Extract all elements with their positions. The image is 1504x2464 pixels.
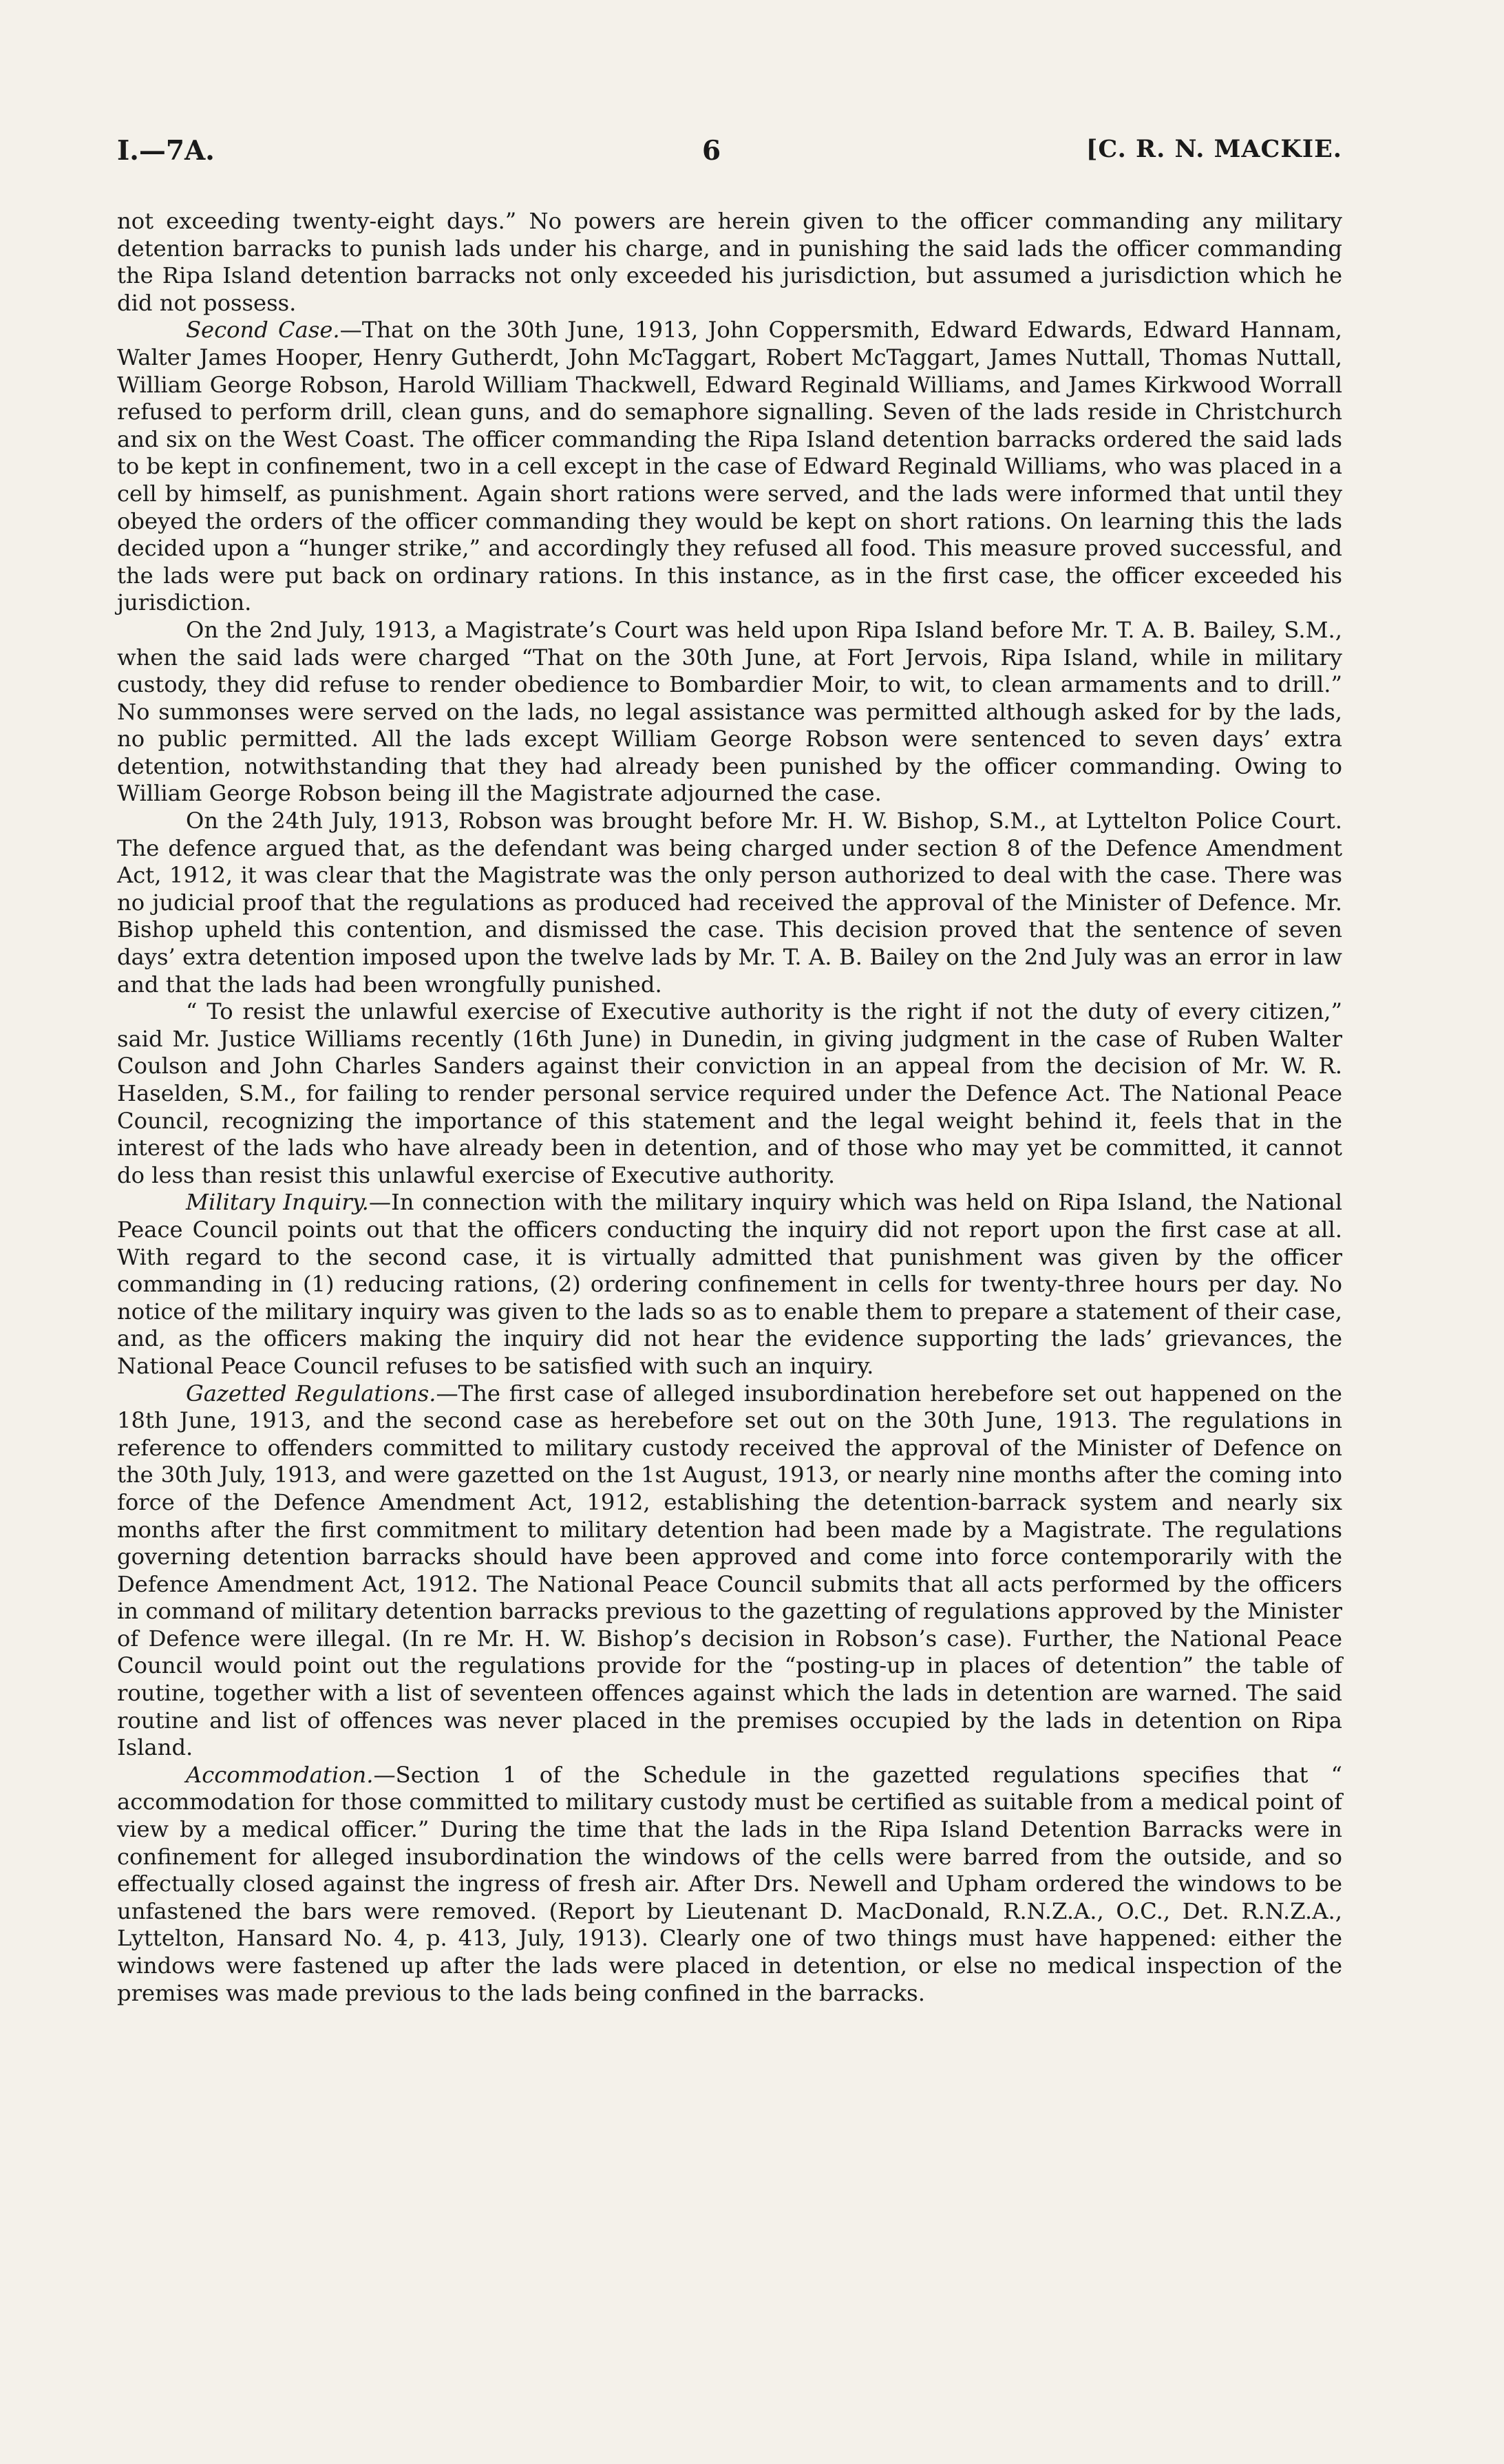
paragraph-text: —Section 1 of the Schedule in the gazetted regulations specifies that “ accommodation for those committed to military custody must be certified as suitable from a medical point of view by a medical officer.” During the time that the lads in the Ripa Island Detention Barracks were in confinement for alleged insubordination the windows of the cells were barred from the outside, and so effectually closed against the ingress of fresh air. After Drs. Newell and Upham ordered the windows to be unfastened the bars were removed. (Report by Lieutenant D. MacDonald, R.N.Z.A., O.C., Det. R.N.Z.A., Lyttelton, Hansard No. 4, p. 413, July, 1913). Clearly one of two things must have happened: either the windows were fastened up after the lads were placed in detention, or else no medical inspection of the premises was made previous to the lads being confined in the barracks.: [117, 1761, 1342, 2006]
page-header: [117, 135, 1342, 176]
document-body: [117, 208, 1342, 2007]
paragraph: [117, 998, 1342, 1189]
paragraph-heading: Second Case.: [186, 317, 340, 344]
paragraph-text: On the 24th July, 1913, Robson was brought before Mr. H. W. Bishop, S.M., at Lyttelton Police Court. The defence argued that, as the defendant was being charged under section 8 of the Defence Amendment Act, 1912, it was clear that the Magistrate was the only person authorized to deal with the case. There was no judicial proof that the regulations as produced had received the approval of the Minister of Defence. Mr. Bishop upheld this contention, and dismissed the case. This decision proved that the sentence of seven days’ extra detention imposed upon the twelve lads by Mr. T. A. B. Bailey on the 2nd July was an error in law and that the lads had been wrongfully punished.: [117, 808, 1342, 998]
paragraph: [117, 317, 1342, 617]
parliamentary-reference: I.—7A.: [117, 135, 215, 167]
section-reference: [C. R. N. MACKIE.: [1085, 135, 1342, 163]
paragraph: [117, 617, 1342, 808]
paragraph: [117, 808, 1342, 998]
paragraph-text: —In connection with the military inquiry which was held on Ripa Island, the National Peace Council points out that the officers conducting the inquiry did not report upon the first case at all. With regard to the second case, it is virtually admitted that punishment was given by the officer commanding in (1) reducing rations, (2) ordering confinement in cells for twenty-three hours per day. No notice of the military inquiry was given to the lads so as to enable them to prepare a statement of their case, and, as the officers making the inquiry did not hear the evidence supporting the lads’ grievances, the National Peace Council refuses to be satisfied with such an inquiry.: [117, 1189, 1342, 1379]
paragraph: [117, 208, 1342, 317]
paragraph-text: —The first case of alleged insubordination herebefore set out happened on the 18th June, 1913, and the second case as herebefore set out on the 30th June, 1913. The regulations in reference to offenders committed to military custody received the approval of the Minister of Defence on the 30th July, 1913, and were gazetted on the 1st August, 1913, or nearly nine months after the coming into force of the Defence Amendment Act, 1912, establishing the detention-barrack system and nearly six months after the first commitment to military detention had been made by a Magistrate. The regulations governing detention barracks should have been approved and come into force contemporarily with the Defence Amendment Act, 1912. The National Peace Council submits that all acts performed by the officers in command of military detention barracks previous to the gazetting of regulations approved by the Minister of Defence were illegal. (In re Mr. H. W. Bishop’s decision in Robson’s case). Further, the National Peace Council would point out the regulations provide for the “posting-up in places of detention” the table of routine, together with a list of seventeen offences against which the lads in detention are warned. The said routine and list of offences was never placed in the premises occupied by the lads in detention on Ripa Island.: [117, 1380, 1342, 1761]
paragraph-heading: Military Inquiry.: [186, 1189, 369, 1216]
document-page: [117, 135, 1342, 2007]
paragraph: [117, 1380, 1342, 1762]
paragraph-text: not exceeding twenty-eight days.” No powers are herein given to the officer commanding any military detention barracks to punish lads under his charge, and in punishing the said lads the officer commanding the Ripa Island detention barracks not only exceeded his jurisdiction, but assumed a jurisdiction which he did not possess.: [117, 208, 1342, 316]
page-number: 6: [702, 135, 721, 167]
paragraph-heading: Gazetted Regulations.: [186, 1380, 436, 1407]
paragraph-text: “ To resist the unlawful exercise of Executive authority is the right if not the duty of every citizen,” said Mr. Justice Williams recently (16th June) in Dunedin, in giving judgment in the case of Ruben Walter Coulson and John Charles Sanders against their conviction in an appeal from the decision of Mr. W. R. Haselden, S.M., for failing to render personal service required under the Defence Act. The National Peace Council, recognizing the importance of this statement and the legal weight behind it, feels that in the interest of the lads who have already been in detention, and of those who may yet be committed, it cannot do less than resist this unlawful exercise of Executive authority.: [117, 998, 1342, 1188]
paragraph: [117, 1189, 1342, 1380]
paragraph-heading: Accommodation.: [186, 1761, 374, 1788]
paragraph-text: —That on the 30th June, 1913, John Coppersmith, Edward Edwards, Edward Hannam, Walter James Hooper, Henry Gutherdt, John McTaggart, Robert McTaggart, James Nuttall, Thomas Nuttall, William George Robson, Harold William Thackwell, Edward Reginald Williams, and James Kirkwood Worrall refused to perform drill, clean guns, and do semaphore signalling. Seven of the lads reside in Christchurch and six on the West Coast. The officer commanding the Ripa Island detention barracks ordered the said lads to be kept in confinement, two in a cell except in the case of Edward Reginald Williams, who was placed in a cell by himself, as punishment. Again short rations were served, and the lads were informed that until they obeyed the orders of the officer commanding they would be kept on short rations. On learning this the lads decided upon a “hunger strike,” and accordingly they refused all food. This measure proved successful, and the lads were put back on ordinary rations. In this instance, as in the first case, the officer exceeded his jurisdiction.: [117, 317, 1343, 616]
paragraph: [117, 1762, 1342, 2007]
paragraph-text: On the 2nd July, 1913, a Magistrate’s Court was held upon Ripa Island before Mr. T. A. B. Bailey, S.M., when the said lads were charged “That on the 30th June, at Fort Jervois, Ripa Island, while in military custody, they did refuse to render obedience to Bombardier Moir, to wit, to clean armaments and to drill.” No summonses were served on the lads, no legal assistance was permitted although asked for by the lads, no public permitted. All the lads except William George Robson were sentenced to seven days’ extra detention, notwithstanding that they had already been punished by the officer commanding. Owing to William George Robson being ill the Magistrate adjourned the case.: [117, 616, 1342, 807]
